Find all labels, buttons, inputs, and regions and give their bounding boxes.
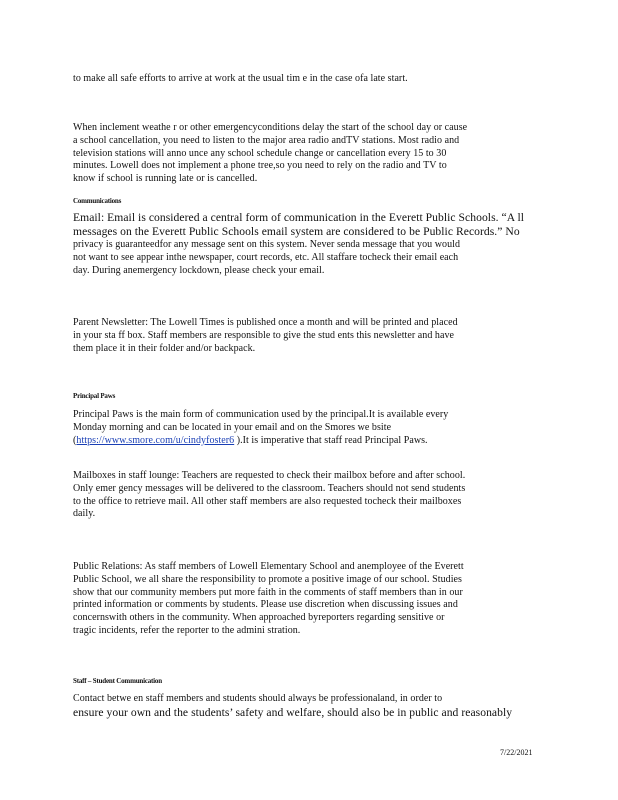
paragraph-line: show that our community members put more faith in the comments of staff members than in our: [73, 586, 463, 598]
paragraph-line: day. During anemergency lockdown, please check your email.: [73, 264, 325, 276]
principal-paws-paragraph: [73, 409, 535, 447]
principal-paws-heading: Principal Paws: [73, 392, 116, 400]
paragraph-line: Public Relations: As staff members of Lowell Elementary School and anemployee of the Everett: [73, 561, 464, 572]
paragraph-line: Principal Paws is the main form of communication used by the principal.It is available every: [73, 409, 449, 420]
intro-line: to make all safe efforts to arrive at work at the usual tim e in the case ofa late start.: [73, 73, 408, 84]
paragraph-line: printed information or comments by students. Please use discretion when discussing issues and: [73, 599, 458, 611]
public-relations-paragraph: [73, 561, 535, 638]
paragraph-line: in your sta ff box. Staff members are responsible to give the stud ents this newsletter and have: [73, 329, 455, 341]
paragraph-line: television stations will anno unce any school schedule change or cancellation every 15 to 30: [73, 147, 447, 159]
paragraph-line: to the office to retrieve mail. All other staff members are also requested tocheck their mailboxes: [73, 495, 462, 507]
paragraph-line: daily.: [73, 508, 96, 520]
paragraph-line: Public School, we all share the responsibility to promote a positive image of our school. Studies: [73, 573, 462, 585]
staff-student-paragraph: [73, 693, 535, 720]
paragraph-line-emphasis: ensure your own and the students’ safety and welfare, should also be in public and reasonably: [73, 705, 513, 719]
paragraph-line-with-link: [73, 435, 535, 448]
email-line-emphasis: messages on the Everett Public Schools email system are considered to be Public Records.” No: [73, 225, 520, 238]
paragraph-line: Contact betwe en staff members and students should always be professionaland, in order to: [73, 693, 443, 704]
paragraph-line: minutes. Lowell does not implement a phone tree,so you need to rely on the radio and TV to: [73, 160, 447, 172]
newsletter-paragraph: [73, 317, 535, 355]
smore-link[interactable]: https://www.smore.com/u/cindyfoster6: [76, 434, 235, 446]
email-line-emphasis: Email: Email is considered a central form of communication in the Everett Public Schools. “A ll: [73, 211, 524, 224]
paragraph-line: When inclement weathe r or other emergencyconditions delay the start of the school day or cause: [73, 122, 468, 133]
inclement-weather-paragraph: [73, 122, 535, 186]
paragraph-line: Parent Newsletter: The Lowell Times is published once a month and will be printed and placed: [73, 317, 458, 328]
paragraph-line: know if school is running late or is cancelled.: [73, 173, 258, 185]
paragraph-line-rest: ).It is imperative that staff read Principal Paws.: [234, 434, 428, 446]
staff-student-heading: Staff – Student Communication: [73, 677, 162, 685]
paragraph-line: them place it in their folder and/or backpack.: [73, 342, 256, 354]
paragraph-line: privacy is guaranteedfor any message sent on this system. Never senda message that you would: [73, 239, 460, 250]
paragraph-line: not want to see appear inthe newspaper, court records, etc. All staffare tocheck their email each: [73, 251, 459, 263]
paragraph-line: Monday morning and can be located in your email and on the Smores we bsite: [73, 421, 392, 433]
paragraph-line: Only emer gency messages will be delivered to the classroom. Teachers should not send students: [73, 482, 466, 494]
intro-paragraph: [73, 73, 535, 86]
paragraph-line: tragic incidents, refer the reporter to the admini stration.: [73, 624, 301, 636]
footer-date: 7/22/2021: [500, 748, 533, 757]
paragraph-line: concernswith others in the community. When approached byreporters regarding sensitive or: [73, 612, 445, 624]
email-paragraph: [73, 211, 535, 277]
paren-open: (: [73, 434, 77, 446]
paragraph-line: a school cancellation, you need to listen to the major area radio andTV stations. Most radio and: [73, 134, 460, 146]
mailboxes-paragraph: [73, 470, 535, 521]
communications-heading: Communications: [73, 197, 122, 205]
paragraph-line: Mailboxes in staff lounge: Teachers are requested to check their mailbox before and after school.: [73, 470, 466, 481]
